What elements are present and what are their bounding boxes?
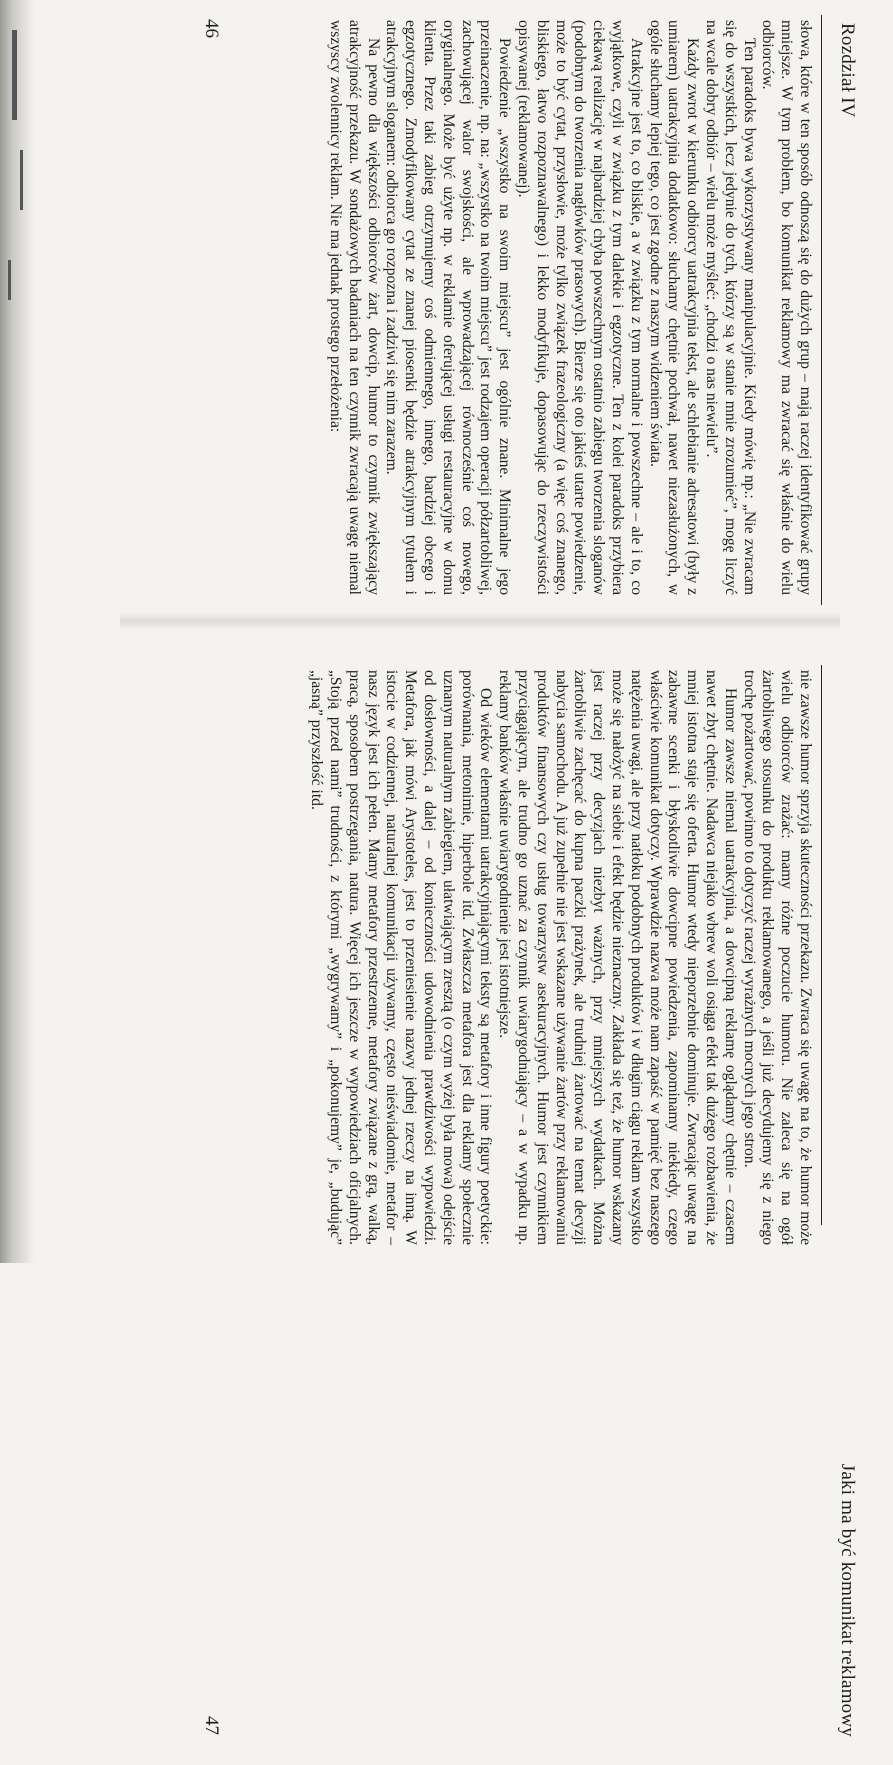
scan-artifact-bar [12,30,17,120]
paragraph: Od wieków elementami uatrakcyjniającymi teksty są metafory i inne figury poetyckie: porównania, metonimie, hiperbole itd. Zwłaszcza metafora jest dla reklamy społecznie uznanym naturalnym zabiegiem, ułatwiającym zresztą (o czym wyżej była mowa) odejście od dosłowności, a dalej – od konieczności udowodnienia prawdziwości wypowiedzi. Metafora, jak mówi Arystoteles, jest to przeniesienie nazwy jednej rzeczy na inną. W istocie w codziennej, naturalnej komunikacji używamy, często nieświadomie, metafor – nasz język jest ich pełen. Mamy metafory przestrzenne, metafory związane z grą, walką, pracą, sposobem postrzegania, natura. Więcej ich jeszcze w wypowiedziach oficjalnych. „Stoją przed nami” trudności, z którymi „wygrywamy” i „pokonujemy” je, „budując” „jasną” przyszłość itd. [308,670,495,1245]
scan-artifact-bar [8,260,11,300]
scan-artifact-bar [20,150,23,210]
page-number: 46 [201,19,222,38]
paragraph: Na pewno dla większości odbiorców żart, dowcip, humor to czynnik zwiększający atrakcyjność przekazu. W sondażowych badaniach na ten czynnik zwracają uwagę niemal wszyscy zwolennicy reklam. Nie ma jednak prostego przełożenia: [327,20,382,595]
header-rule [821,665,822,1225]
paragraph: Ten paradoks bywa wykorzystywany manipulacyjnie. Kiedy mówię np.: „Nie zwracam się do wszystkich, lecz jedynie do tych, którzy są w stanie mnie zrozumieć”, mogę liczyć na wcale dobry odbiór – wielu może myśleć: „chodzi o nas niewielu”. [703,20,758,595]
running-head: Rozdział IV [837,23,858,118]
binding-shadow [0,0,34,1263]
page-body [306,670,814,1245]
paragraph: Powiedzenie „wszystko na swoim miejscu” jest ogólnie znane. Minimalne jego przeinaczenie, np. na: „wszystko na twoim miejscu” jest rodzajem operacji półzartobliwej, zachowującej walor swojskości, ale wprowadzającej równocześnie coś nowego, oryginalnego. Może być użyte np. w reklamie oferującej usługi restauracyjne w domu klienta. Przez taki zabieg otrzymujemy coś odmiennego, innego, bardziej obcego i egzotycznego. Zmodyfikowany cytat ze znanej piosenki będzie atrakcyjnym tytułem i atrakcyjnym sloganem: odbiorca go rozpozna i zadziwi się nim zarazem. [383,20,514,595]
running-head: Jaki ma być komunikat reklamowy [837,1463,858,1737]
page-body [325,20,814,595]
paragraph: Każdy zwrot w kierunku odbiorcy uatrakcyjnia tekst, ale schlebianie adresatowi (były z umiarem) uatrakcyjnia dodatkowo: słuchamy chętnie pochwał, nawet niezasłużonych, w ogóle słuchamy lepiej tego, co jest zgodne z naszym widzeniem świata. [646,20,702,595]
paragraph: Atrakcyjne jest to, co bliskie, a w związku z tym normalne i powszechne – ale i to, co wyjątkowe, czyli w związku z tym dalekie i egzotyczne. Ten z kolei paradoks przybiera ciekawą realizację w najbardziej chyba powszechnym ostatnio zabiegu tworzenia sloganów (podobnym do tworzenia nagłówków prasowych). Bierze się oto jakieś utarte powiedzenie, może to być cytat, przysłowie, może tylko związek frazeologiczny (a więc coś znanego, bliskiego, łatwo rozpoznawalnego) i lekko modyfikuje, dopasowując do rzeczywistości opisywanej (reklamowanej). [515,20,645,595]
paragraph: słowa, które w ten sposób odnoszą się do dużych grup – mają raczej identyfikować grupy mniejsze. W tym problem, bo komunikat reklamowy ma zwracać się właśnie do wielu odbiorców. [759,20,814,595]
header-rule [821,15,822,605]
page-number: 47 [201,1716,222,1735]
paragraph: nie zawsze humor sprzyja skuteczności przekazu. Zwraca się uwagę na to, że humor może wielu odbiorców zrażać: mamy różne poczucie humoru. Nie zaleca się na ogół żartobliwego stosunku do produktu reklamowanego, a jeśli już decydujemy się z niego trochę pożartować, powinno to dotyczyć raczej wyrażnych mocnych jego stron. [740,670,814,1245]
paragraph: Humor zawsze niemal uatrakcyjnia, a dowcipną reklamę oglądamy chętnie – czasem nawet zbyt chętnie. Nadawca niejako wbrew woli osiąga efekt tak dużego rozbawienia, że mniej istotna staje się oferta. Humor wtedy nieporzebnie dominuje. Zwracając uwagę na zabawne scenki i błyskotliwie dowcipne powiedzenia, zapominamy niekiedy, czego właściwie komunikat dotyczy. Wprawdzie nazwa może nam zapaść w pamięć bez naszego natężenia uwagi, ale przy natłoku podobnych produktów i w długim ciągu reklam wszystko może się nałożyć na siebie i efekt będzie nieznaczny. Zakłada się też, że humor wskazany jest raczej przy decyzjach niezbyt ważnych, przy mniejszych wydatkach. Można żartobliwie zachęcać do kupna paczki prażynek, ale trudniej żartować na temat decyzji nabycia samochodu. A już zupełnie nie jest wskazane używanie żartów przy reklamowaniu produktów finansowych czy usług towarzystw asekuracyjnych. Humor jest czynnikiem przyciągającym, ale trudno go uznać za czynnik uwiarygodniający – a w wypadku np. reklamy banków właśnie uwiarygodnienie jest istotniejsze. [496,670,739,1245]
page-47 [123,625,858,1765]
